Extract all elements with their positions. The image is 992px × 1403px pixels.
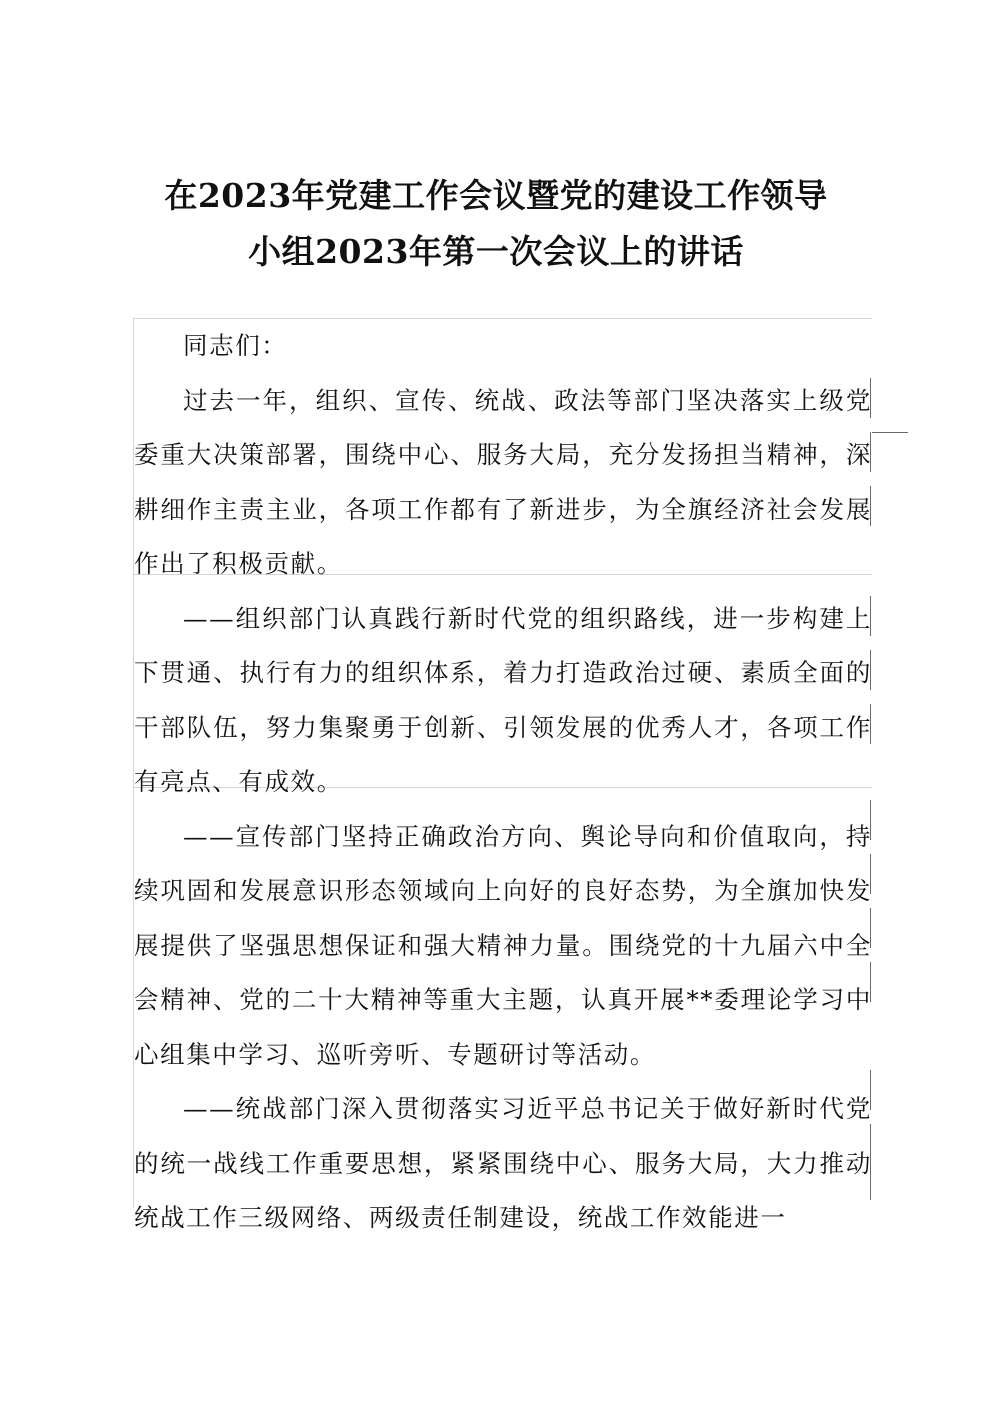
document-title — [0, 168, 992, 280]
salutation: 同志们： — [183, 331, 288, 360]
title-line-2: 小组2023年第一次会议上的讲话 — [248, 232, 744, 271]
paragraph-overview: 过去一年，组织、宣传、统战、政法等部门坚决落实上级党委重大决策部署，围绕中心、服务大局，充分发扬担当精神，深耕细作主责主业，各项工作都有了新进步，为全旗经济社会发展作出了积极贡献。 — [134, 385, 872, 578]
paragraph-organization-dept: ——组织部门认真践行新时代党的组织路线，进一步构建上下贯通、执行有力的组织体系，着力打造政治过硬、素质全面的干部队伍，努力集聚勇于创新、引领发展的优秀人才，各项工作有亮点、有成效。 — [134, 603, 872, 796]
document-body — [134, 319, 872, 1246]
paragraph-publicity-dept: ——宣传部门坚持正确政治方向、舆论导向和价值取向，持续巩固和发展意识形态领域向上向好的良好态势，为全旗加快发展提供了坚强思想保证和强大精神力量。围绕党的十九届六中全会精神、党的二十大精神等重大主题，认真开展**委理论学习中心组集中学习、巡听旁听、专题研讨等活动。 — [134, 821, 872, 1069]
guide-line-stub — [872, 432, 908, 433]
paragraph-united-front-dept: ——统战部门深入贯彻落实习近平总书记关于做好新时代党的统一战线工作重要思想，紧紧围绕中心、服务大局，大力推动统战工作三级网络、两级责任制建设，统战工作效能进一 — [134, 1094, 872, 1232]
title-line-1: 在2023年党建工作会议暨党的建设工作领导 — [164, 176, 828, 215]
